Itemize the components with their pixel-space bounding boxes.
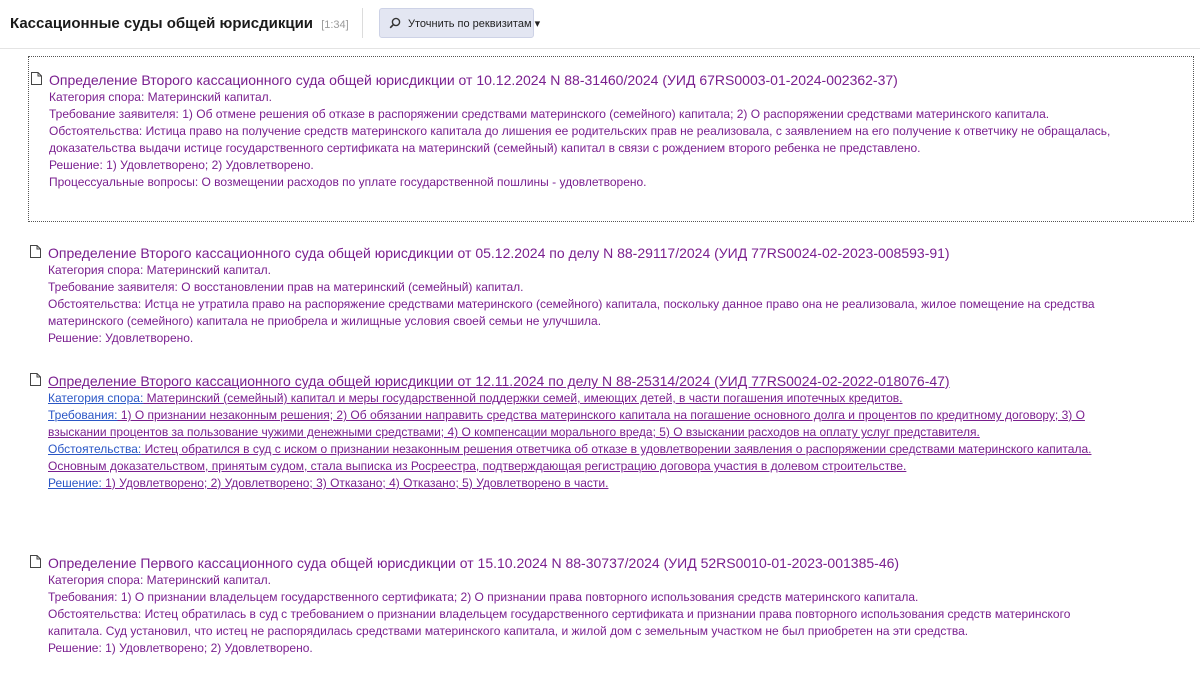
- document-icon: [30, 555, 41, 568]
- refine-button-label: Уточнить по реквизитам ▾: [408, 18, 541, 30]
- dispute-category: Категория спора: Материнский капитал.: [49, 90, 272, 104]
- result-count: [1:34]: [321, 19, 349, 31]
- decision: Решение: Удовлетворено.: [48, 331, 194, 345]
- result-item[interactable]: [28, 230, 1194, 358]
- page-title-text: Кассационные суды общей юрисдикции: [10, 15, 314, 32]
- circumstances: Обстоятельства: Истец обратился в суд с иском о признании незаконным решения ответчика об отказе в удовлетворении заявления о распоряжении средствами материнского капитала. Основным доказательством, принятым судом, стала выписка из Росреестра, подтверждающая регистрацию договора участия в долевом строительстве.: [48, 442, 1092, 473]
- dispute-category: Категория спора: Материнский капитал.: [48, 573, 271, 587]
- document-title-link[interactable]: Определение Второго кассационного суда общей юрисдикции от 05.12.2024 по делу N 88-29117/2024 (УИД 77RS0024-02-2023-008593-91): [48, 245, 950, 261]
- page-title: [10, 15, 349, 32]
- search-icon: [389, 17, 401, 29]
- procedural-issues: Процессуальные вопросы: О возмещении расходов по уплате государственной пошлины - удовлетворено.: [49, 175, 647, 189]
- claimant-demand: Требования: 1) О признании владельцем государственного сертификата; 2) О признании права повторного использования средств материнского капитала.: [48, 590, 919, 604]
- header-divider: [362, 8, 363, 38]
- circumstances-link[interactable]: Обстоятельства:: [48, 442, 142, 456]
- document-title-link[interactable]: Определение Первого кассационного суда общей юрисдикции от 15.10.2024 N 88-30737/2024 (УИД 52RS0010-01-2023-001385-46): [48, 555, 900, 571]
- result-item[interactable]: [28, 56, 1194, 222]
- dispute-category: Категория спора: Материнский капитал.: [48, 263, 271, 277]
- dispute-category: Категория спора: Материнский (семейный) капитал и меры государственной поддержки семей, имеющих детей, в части погашения ипотечных кредитов.: [48, 391, 903, 405]
- decision: Решение: 1) Удовлетворено; 2) Удовлетворено.: [48, 641, 313, 655]
- document-title-link[interactable]: Определение Второго кассационного суда общей юрисдикции от 10.12.2024 N 88-31460/2024 (УИД 67RS0003-01-2024-002362-37): [49, 72, 898, 88]
- header-bar: [0, 0, 1200, 49]
- decision: Решение: 1) Удовлетворено; 2) Удовлетворено; 3) Отказано; 4) Отказано; 5) Удовлетворено в части.: [48, 476, 609, 490]
- claimant-demand: Требования: 1) О признании незаконным решения; 2) Об обязании направить средства материнского капитала на погашение основного долга и процентов по кредитному договору; 3) О взыскании процентов за пользование чужими денежными средствами; 4) О компенсации морального вреда; 5) О взыскании расходов на оплату услуг представителя.: [48, 408, 1085, 439]
- decision-link[interactable]: Решение:: [48, 476, 102, 490]
- dispute-category-link[interactable]: Категория спора:: [48, 391, 144, 405]
- claimant-demand: Требование заявителя: 1) Об отмене решения об отказе в распоряжении средствами материнского (семейного) капитала; 2) О распоряжении средствами материнского капитала.: [49, 107, 1050, 121]
- circumstances: Обстоятельства: Истец обратилась в суд с требованием о признании владельцем государственного сертификата и признании права повторного использования средств материнского капитала. Суд установил, что истец не распорядилась средствами материнского капитала, и жилой дом с земельным участком не был приобретен на эти средства.: [48, 607, 1071, 638]
- circumstances: Обстоятельства: Истица право на получение средств материнского капитала до лишения ее родительских прав не реализовала, с заявлением на его получение к ответчику не обращалась, доказательства выдачи истице государственного сертификата на материнский (семейный) капитал в связи с рождением второго ребенка не представлено.: [49, 124, 1111, 155]
- refine-by-requisites-button[interactable]: [379, 8, 541, 38]
- claimant-demand-link[interactable]: Требования:: [48, 408, 118, 422]
- document-icon: [31, 72, 42, 85]
- circumstances: Обстоятельства: Истца не утратила право на распоряжение средствами материнского (семейного) капитала, поскольку данное право она не реализовала, жилое помещение на средства материнского (семейного) капитала не приобрела и жилищные условия своей семьи не улучшила.: [48, 297, 1095, 328]
- claimant-demand: Требование заявителя: О восстановлении прав на материнский (семейный) капитал.: [48, 280, 524, 294]
- results-list: [28, 56, 1194, 690]
- document-icon: [30, 373, 41, 386]
- document-icon: [30, 245, 41, 258]
- document-title-link[interactable]: Определение Второго кассационного суда общей юрисдикции от 12.11.2024 по делу N 88-25314/2024 (УИД 77RS0024-02-2022-018076-47): [48, 373, 950, 389]
- result-item[interactable]: [28, 358, 1194, 540]
- decision: Решение: 1) Удовлетворено; 2) Удовлетворено.: [49, 158, 314, 172]
- result-item[interactable]: [28, 540, 1194, 690]
